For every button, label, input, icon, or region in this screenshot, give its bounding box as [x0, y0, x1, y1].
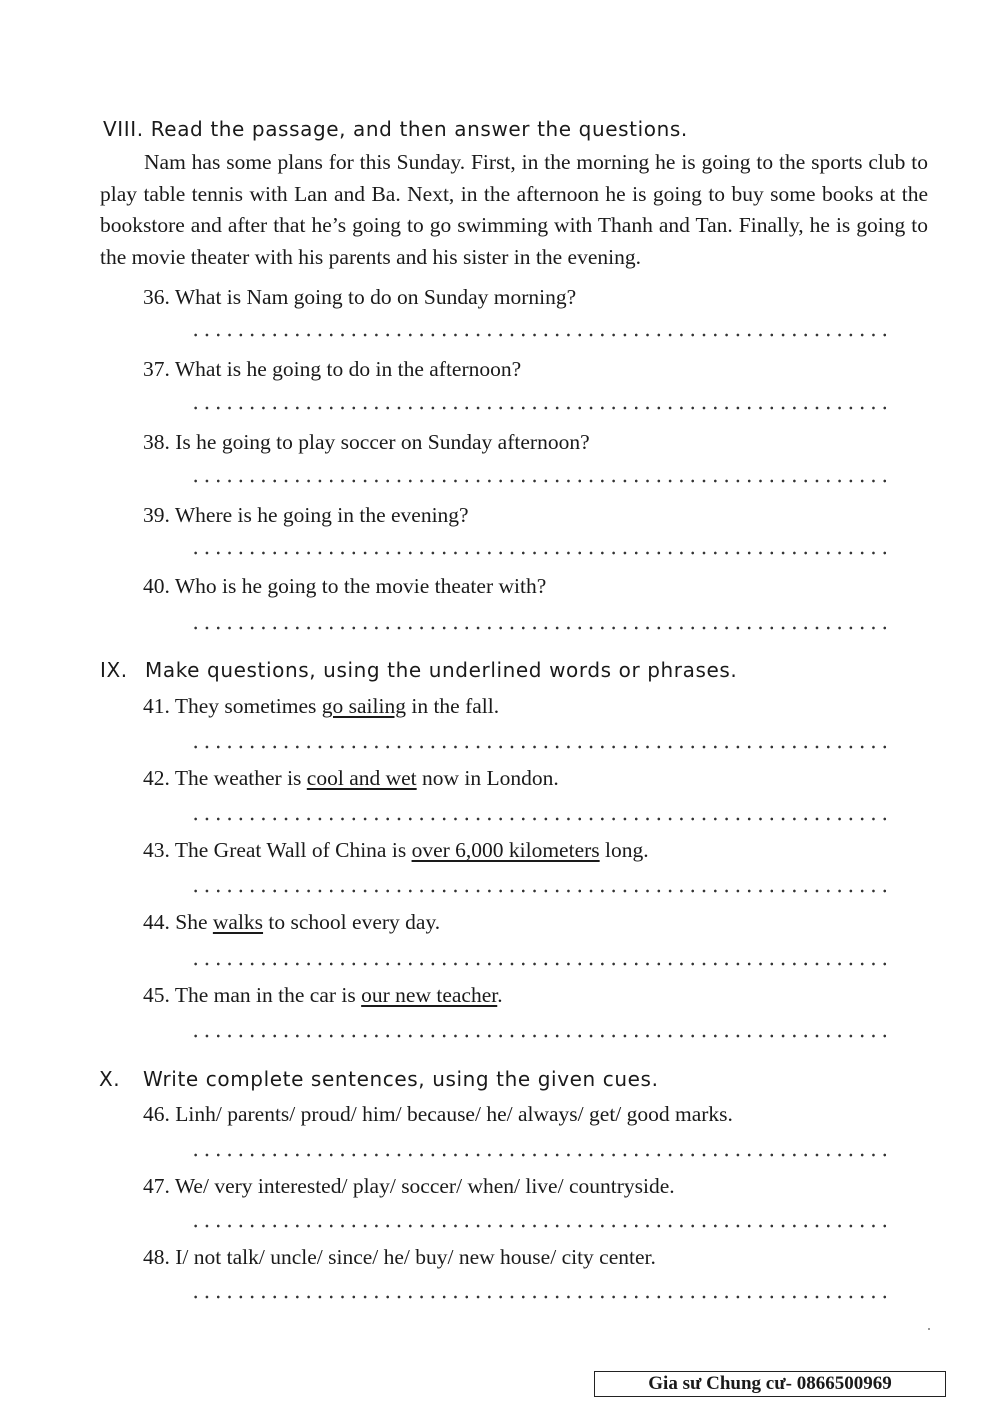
question-42-text-end: now in London. — [416, 766, 559, 790]
section-9-title: Make questions, using the underlined words or phrases. — [145, 658, 738, 682]
question-42-text: 42. The weather is — [143, 766, 307, 790]
question-44 — [143, 910, 440, 935]
question-39: 39. Where is he going in the evening? — [143, 503, 469, 527]
answer-line-38[interactable] — [190, 479, 893, 483]
question-38: 38. Is he going to play soccer on Sunday afternoon? — [143, 430, 590, 454]
tutor-contact-label: Gia sư Chung cư- 0866500969 — [648, 1373, 892, 1394]
question-43-underlined: over 6,000 kilometers — [411, 838, 600, 862]
answer-line-48[interactable] — [190, 1295, 893, 1299]
section-10-heading — [99, 1067, 659, 1091]
answer-line-47[interactable] — [190, 1224, 893, 1228]
question-43 — [143, 838, 649, 863]
answer-line-43[interactable] — [190, 889, 893, 893]
section-10-number: X. — [99, 1067, 121, 1091]
question-40: 40. Who is he going to the movie theater with? — [143, 574, 547, 598]
answer-line-37[interactable] — [190, 406, 893, 410]
question-42 — [143, 766, 559, 791]
question-45-text: 45. The man in the car is — [143, 983, 362, 1007]
question-41-underlined: go sailing — [321, 694, 406, 718]
question-41-text-end: in the fall. — [405, 694, 500, 718]
question-47: 47. We/ very interested/ play/ soccer/ when/ live/ countryside. — [143, 1174, 675, 1198]
question-45 — [143, 983, 503, 1008]
section-9-number: IX. — [100, 658, 128, 682]
section-10-title: Write complete sentences, using the given cues. — [143, 1067, 659, 1091]
answer-line-42[interactable] — [190, 817, 893, 821]
question-45-underlined: our new teacher — [361, 983, 498, 1007]
section-8-number: VIII. — [103, 117, 144, 141]
scan-speck — [928, 1328, 930, 1330]
question-45-text-end: . — [497, 983, 503, 1007]
question-37: 37. What is he going to do in the afternoon? — [143, 357, 522, 381]
section-8-heading — [103, 117, 688, 141]
answer-line-46[interactable] — [190, 1153, 893, 1157]
answer-line-45[interactable] — [190, 1034, 893, 1038]
section-9-heading — [100, 658, 737, 682]
answer-line-40[interactable] — [190, 626, 893, 630]
passage-text: Nam has some plans for this Sunday. First, in the morning he is going to the sports club to play table tennis with Lan and Ba. Next, in the afternoon he is going to buy some books at the bookstore and after that he’s going to go swimming with Thanh and Tan. Finally, he is going to the movie theater with his parents and his sister in the evening. — [100, 150, 928, 269]
question-46: 46. Linh/ parents/ proud/ him/ because/ he/ always/ get/ good marks. — [143, 1102, 733, 1126]
question-43-text: 43. The Great Wall of China is — [143, 838, 412, 862]
answer-line-41[interactable] — [190, 745, 893, 749]
section-8-passage — [100, 147, 928, 273]
question-41 — [143, 694, 499, 719]
answer-line-44[interactable] — [190, 962, 893, 966]
question-44-underlined: walks — [212, 910, 264, 934]
question-36: 36. What is Nam going to do on Sunday morning? — [143, 285, 577, 309]
tutor-contact-box — [594, 1371, 946, 1397]
question-48: 48. I/ not talk/ uncle/ since/ he/ buy/ new house/ city center. — [143, 1245, 656, 1269]
question-43-text-end: long. — [599, 838, 649, 862]
question-44-text: 44. She — [143, 910, 213, 934]
answer-line-36[interactable] — [190, 333, 893, 337]
question-41-text: 41. They sometimes — [143, 694, 322, 718]
answer-line-39[interactable] — [190, 551, 893, 555]
section-8-title: Read the passage, and then answer the questions. — [150, 117, 688, 141]
question-44-text-end: to school every day. — [263, 910, 441, 934]
question-42-underlined: cool and wet — [306, 766, 417, 790]
